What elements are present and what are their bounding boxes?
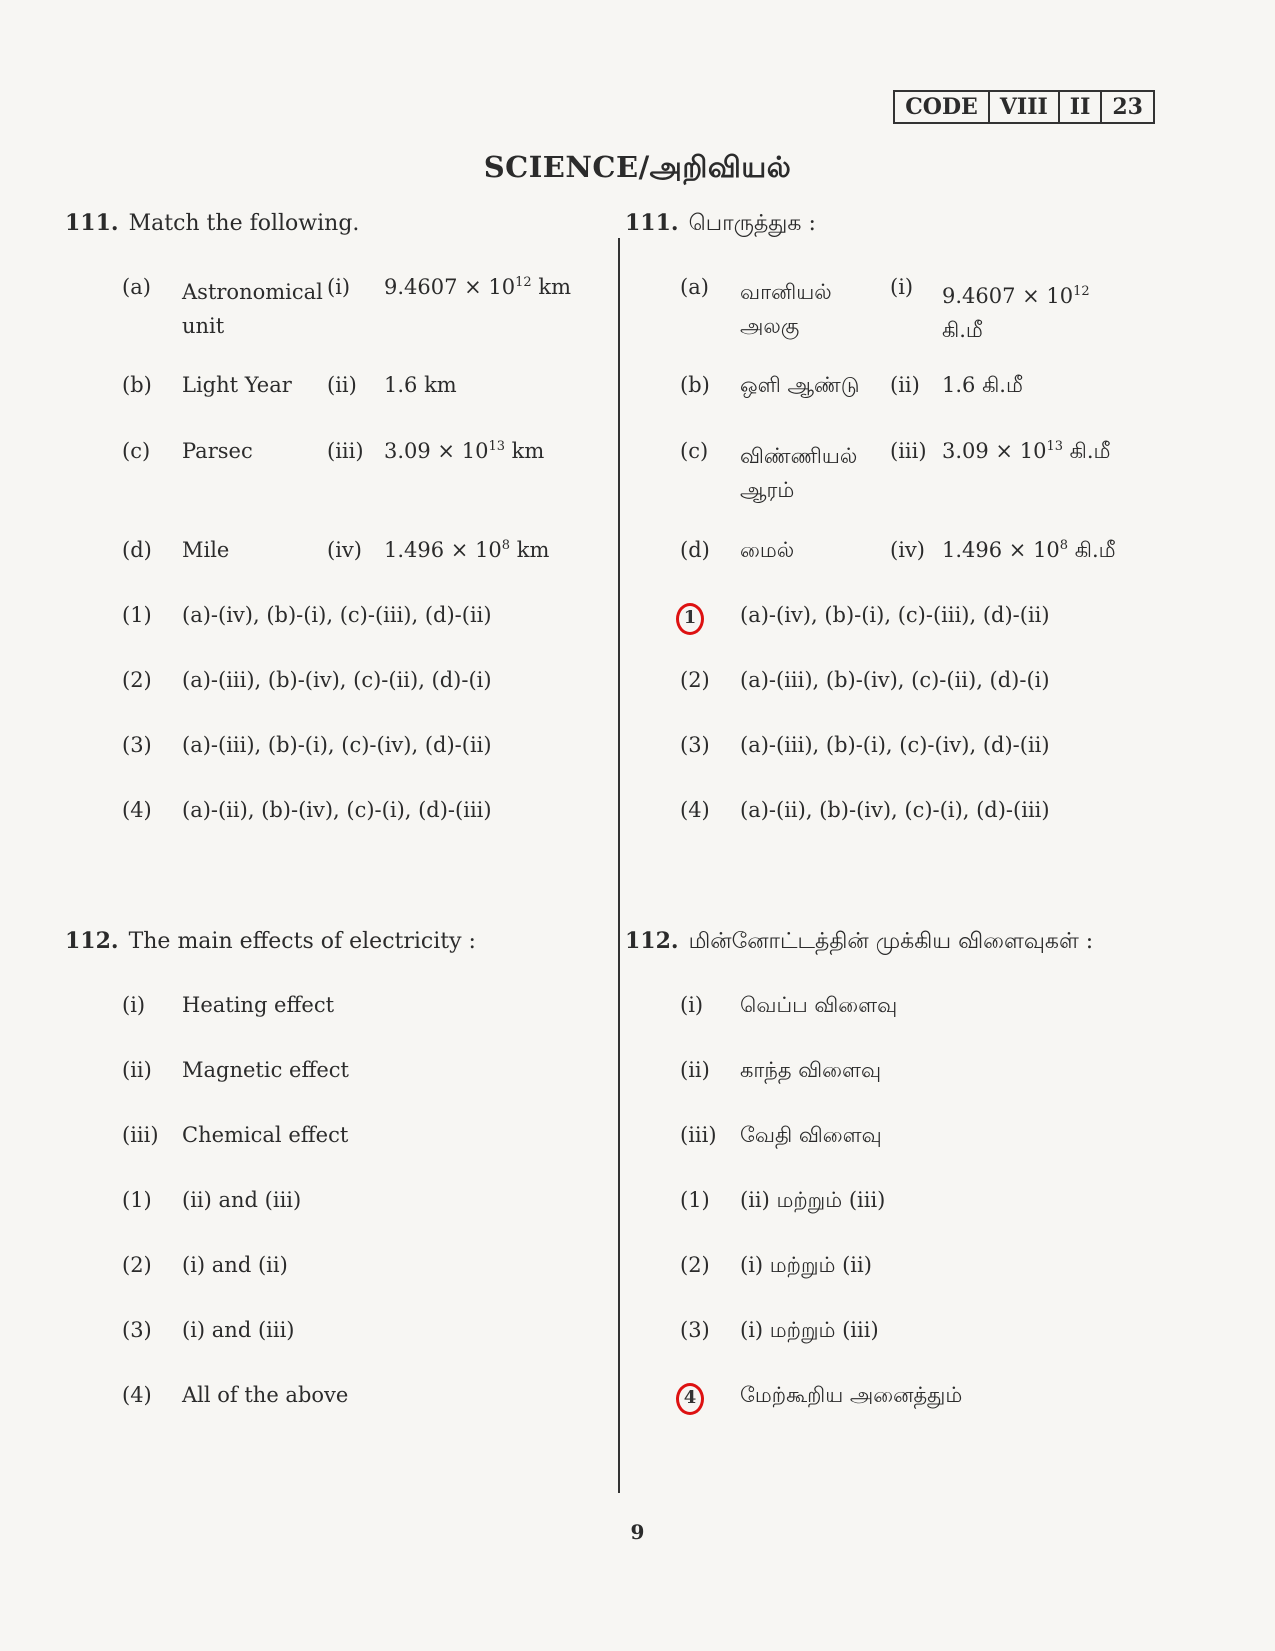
match-row-a-en: (a) Astronomical unit (i) $9.4607 \times 10^{12}$ km [122, 275, 572, 338]
match-row-c-ta: (c) விண்ணியல் ஆரம் (iii) $3.09 \times 10^{13}$ கி.மீ [680, 439, 1111, 502]
question-112-en: 112. The main effects of electricity : [65, 928, 476, 954]
code-year: 23 [1112, 94, 1143, 120]
column-divider [618, 238, 620, 1493]
question-111-ta: 111. பொருத்துக : [625, 210, 816, 236]
page-title: SCIENCE/அறிவியல் [483, 150, 792, 184]
code-class: VIII [990, 92, 1060, 122]
marked-answer-circle: 4 [676, 1383, 704, 1415]
marked-answer-circle: 1 [676, 603, 704, 635]
code-paper: II [1060, 92, 1103, 122]
code-label: CODE [895, 92, 990, 122]
match-row-a-ta: (a) வானியல் அலகு (i) $9.4607 \times 10^{12}$ கி.மீ [680, 275, 1090, 342]
question-111-en: 111. Match the following. [65, 210, 360, 236]
question-112-ta: 112. மின்னோட்டத்தின் முக்கிய விளைவுகள் : [625, 928, 1094, 954]
code-box [893, 90, 1155, 124]
page-number: 9 [630, 1520, 645, 1544]
